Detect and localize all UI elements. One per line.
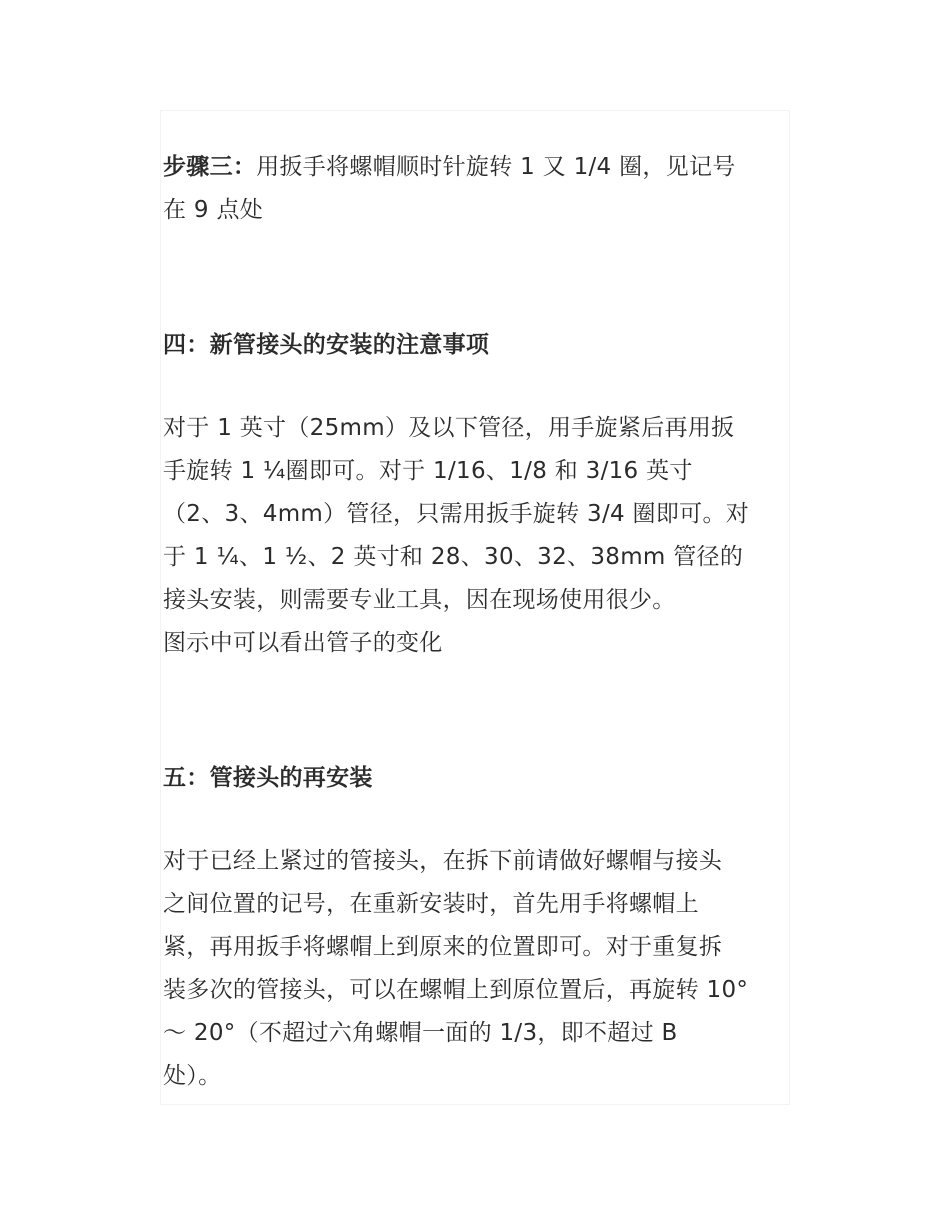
section-four-paragraph bbox=[163, 407, 793, 665]
section-five-line: 紧，再用扳手将螺帽上到原来的位置即可。对于重复拆 bbox=[163, 934, 723, 960]
section-five-line: 装多次的管接头，可以在螺帽上到原位置后，再旋转 10° bbox=[163, 977, 749, 1003]
step-three-paragraph bbox=[163, 146, 793, 232]
document-body bbox=[163, 146, 793, 1098]
section-four-line: 于 1 ¼、1 ½、2 英寸和 28、30、32、38mm 管径的 bbox=[163, 544, 744, 570]
section-five-paragraph bbox=[163, 840, 793, 1098]
section-four-line: （2、3、4mm）管径，只需用扳手旋转 3/4 圈即可。对 bbox=[163, 501, 750, 527]
step-three-text: 用扳手将螺帽顺时针旋转 1 又 1/4 圈，见记号 bbox=[256, 154, 736, 180]
section-five-line: 处）。 bbox=[163, 1063, 222, 1089]
section-five-heading: 五：管接头的再安装 bbox=[163, 765, 373, 791]
section-four-line: 对于 1 英寸（25mm）及以下管径，用手旋紧后再用扳 bbox=[163, 415, 735, 441]
step-three-label: 步骤三： bbox=[163, 154, 257, 180]
step-three-line-2: 在 9 点处 bbox=[163, 197, 264, 223]
step-three-line-1 bbox=[163, 146, 793, 189]
section-four-heading: 四：新管接头的安装的注意事项 bbox=[163, 332, 490, 358]
section-five-line: ～ 20°（不超过六角螺帽一面的 1/3，即不超过 B bbox=[163, 1020, 678, 1046]
section-four-line: 图示中可以看出管子的变化 bbox=[163, 630, 443, 656]
section-five-line: 之间位置的记号，在重新安装时，首先用手将螺帽上 bbox=[163, 891, 699, 917]
section-four-line: 手旋转 1 ¼圈即可。对于 1/16、1/8 和 3/16 英寸 bbox=[163, 458, 693, 484]
section-four-line: 接头安装，则需要专业工具，因在现场使用很少。 bbox=[163, 587, 676, 613]
section-five-line: 对于已经上紧过的管接头，在拆下前请做好螺帽与接头 bbox=[163, 848, 723, 874]
